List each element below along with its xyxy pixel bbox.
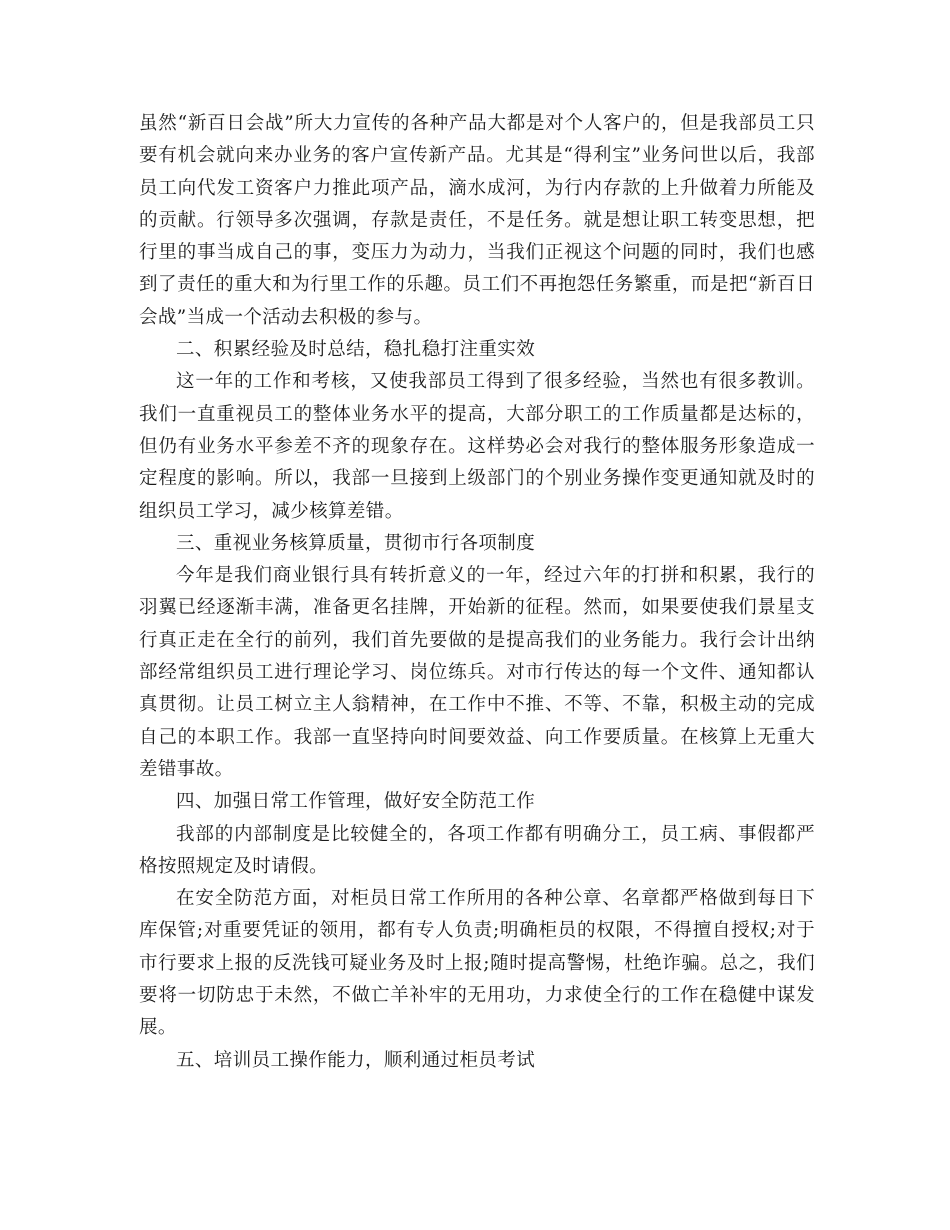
paragraph-experience: 这一年的工作和考核，又使我部员工得到了很多经验，当然也有很多教训。我们一直重视员工的整体业务水平的提高，大部分职工的工作质量都是达标的，但仍有业务水平参差不齐的现象存在。这样势必会对我行的整体服务形象造成一定程度的影响。所以，我部一旦接到上级部门的个别业务操作变更通知就及时的组织员工学习，减少核算差错。 (139, 371, 815, 522)
document-page (139, 108, 815, 1077)
paragraph-internal-system: 我部的内部制度是比较健全的，各项工作都有明确分工，员工病、事假都严格按照规定及时请假。 (139, 823, 815, 877)
paragraph-product-promotion: 虽然“新百日会战”所大力宣传的各种产品大都是对个人客户的，但是我部员工只要有机会就向来办业务的客户宣传新产品。尤其是“得利宝”业务问世以后，我部员工向代发工资客户力推此项产品，滴水成河，为行内存款的上升做着力所能及的贡献。行领导多次强调，存款是责任，不是任务。就是想让职工转变思想，把行里的事当成自己的事，变压力为动力，当我们正视这个问题的同时，我们也感到了责任的重大和为行里工作的乐趣。员工们不再抱怨任务繁重，而是把“新百日会战”当成一个活动去积极的参与。 (139, 113, 815, 328)
heading-section-3: 三、重视业务核算质量，贯彻市行各项制度 (176, 532, 536, 554)
heading-section-5: 五、培训员工操作能力，顺利通过柜员考试 (176, 1049, 536, 1071)
heading-section-2: 二、积累经验及时总结，稳扎稳打注重实效 (176, 339, 536, 361)
heading-section-4: 四、加强日常工作管理，做好安全防范工作 (176, 791, 536, 813)
paragraph-accounting-quality: 今年是我们商业银行具有转折意义的一年，经过六年的打拼和积累，我行的羽翼已经逐渐丰满，准备更名挂牌，开始新的征程。然而，如果要使我们景星支行真正走在全行的前列，我们首先要做的是提高我们的业务能力。我行会计出纳部经常组织员工进行理论学习、岗位练兵。对市行传达的每一个文件、通知都认真贯彻。让员工树立主人翁精神，在工作中不推、不等、不靠，积极主动的完成自己的本职工作。我部一直坚持向时间要效益、向工作要质量。在核算上无重大差错事故。 (139, 565, 815, 780)
paragraph-security: 在安全防范方面，对柜员日常工作所用的各种公章、名章都严格做到每日下库保管;对重要凭证的领用，都有专人负责;明确柜员的权限，不得擅自授权;对于市行要求上报的反洗钱可疑业务及时上报;随时提高警惕，杜绝诈骗。总之，我们要将一切防忠于未然，不做亡羊补牢的无用功，力求使全行的工作在稳健中谋发展。 (139, 888, 815, 1039)
